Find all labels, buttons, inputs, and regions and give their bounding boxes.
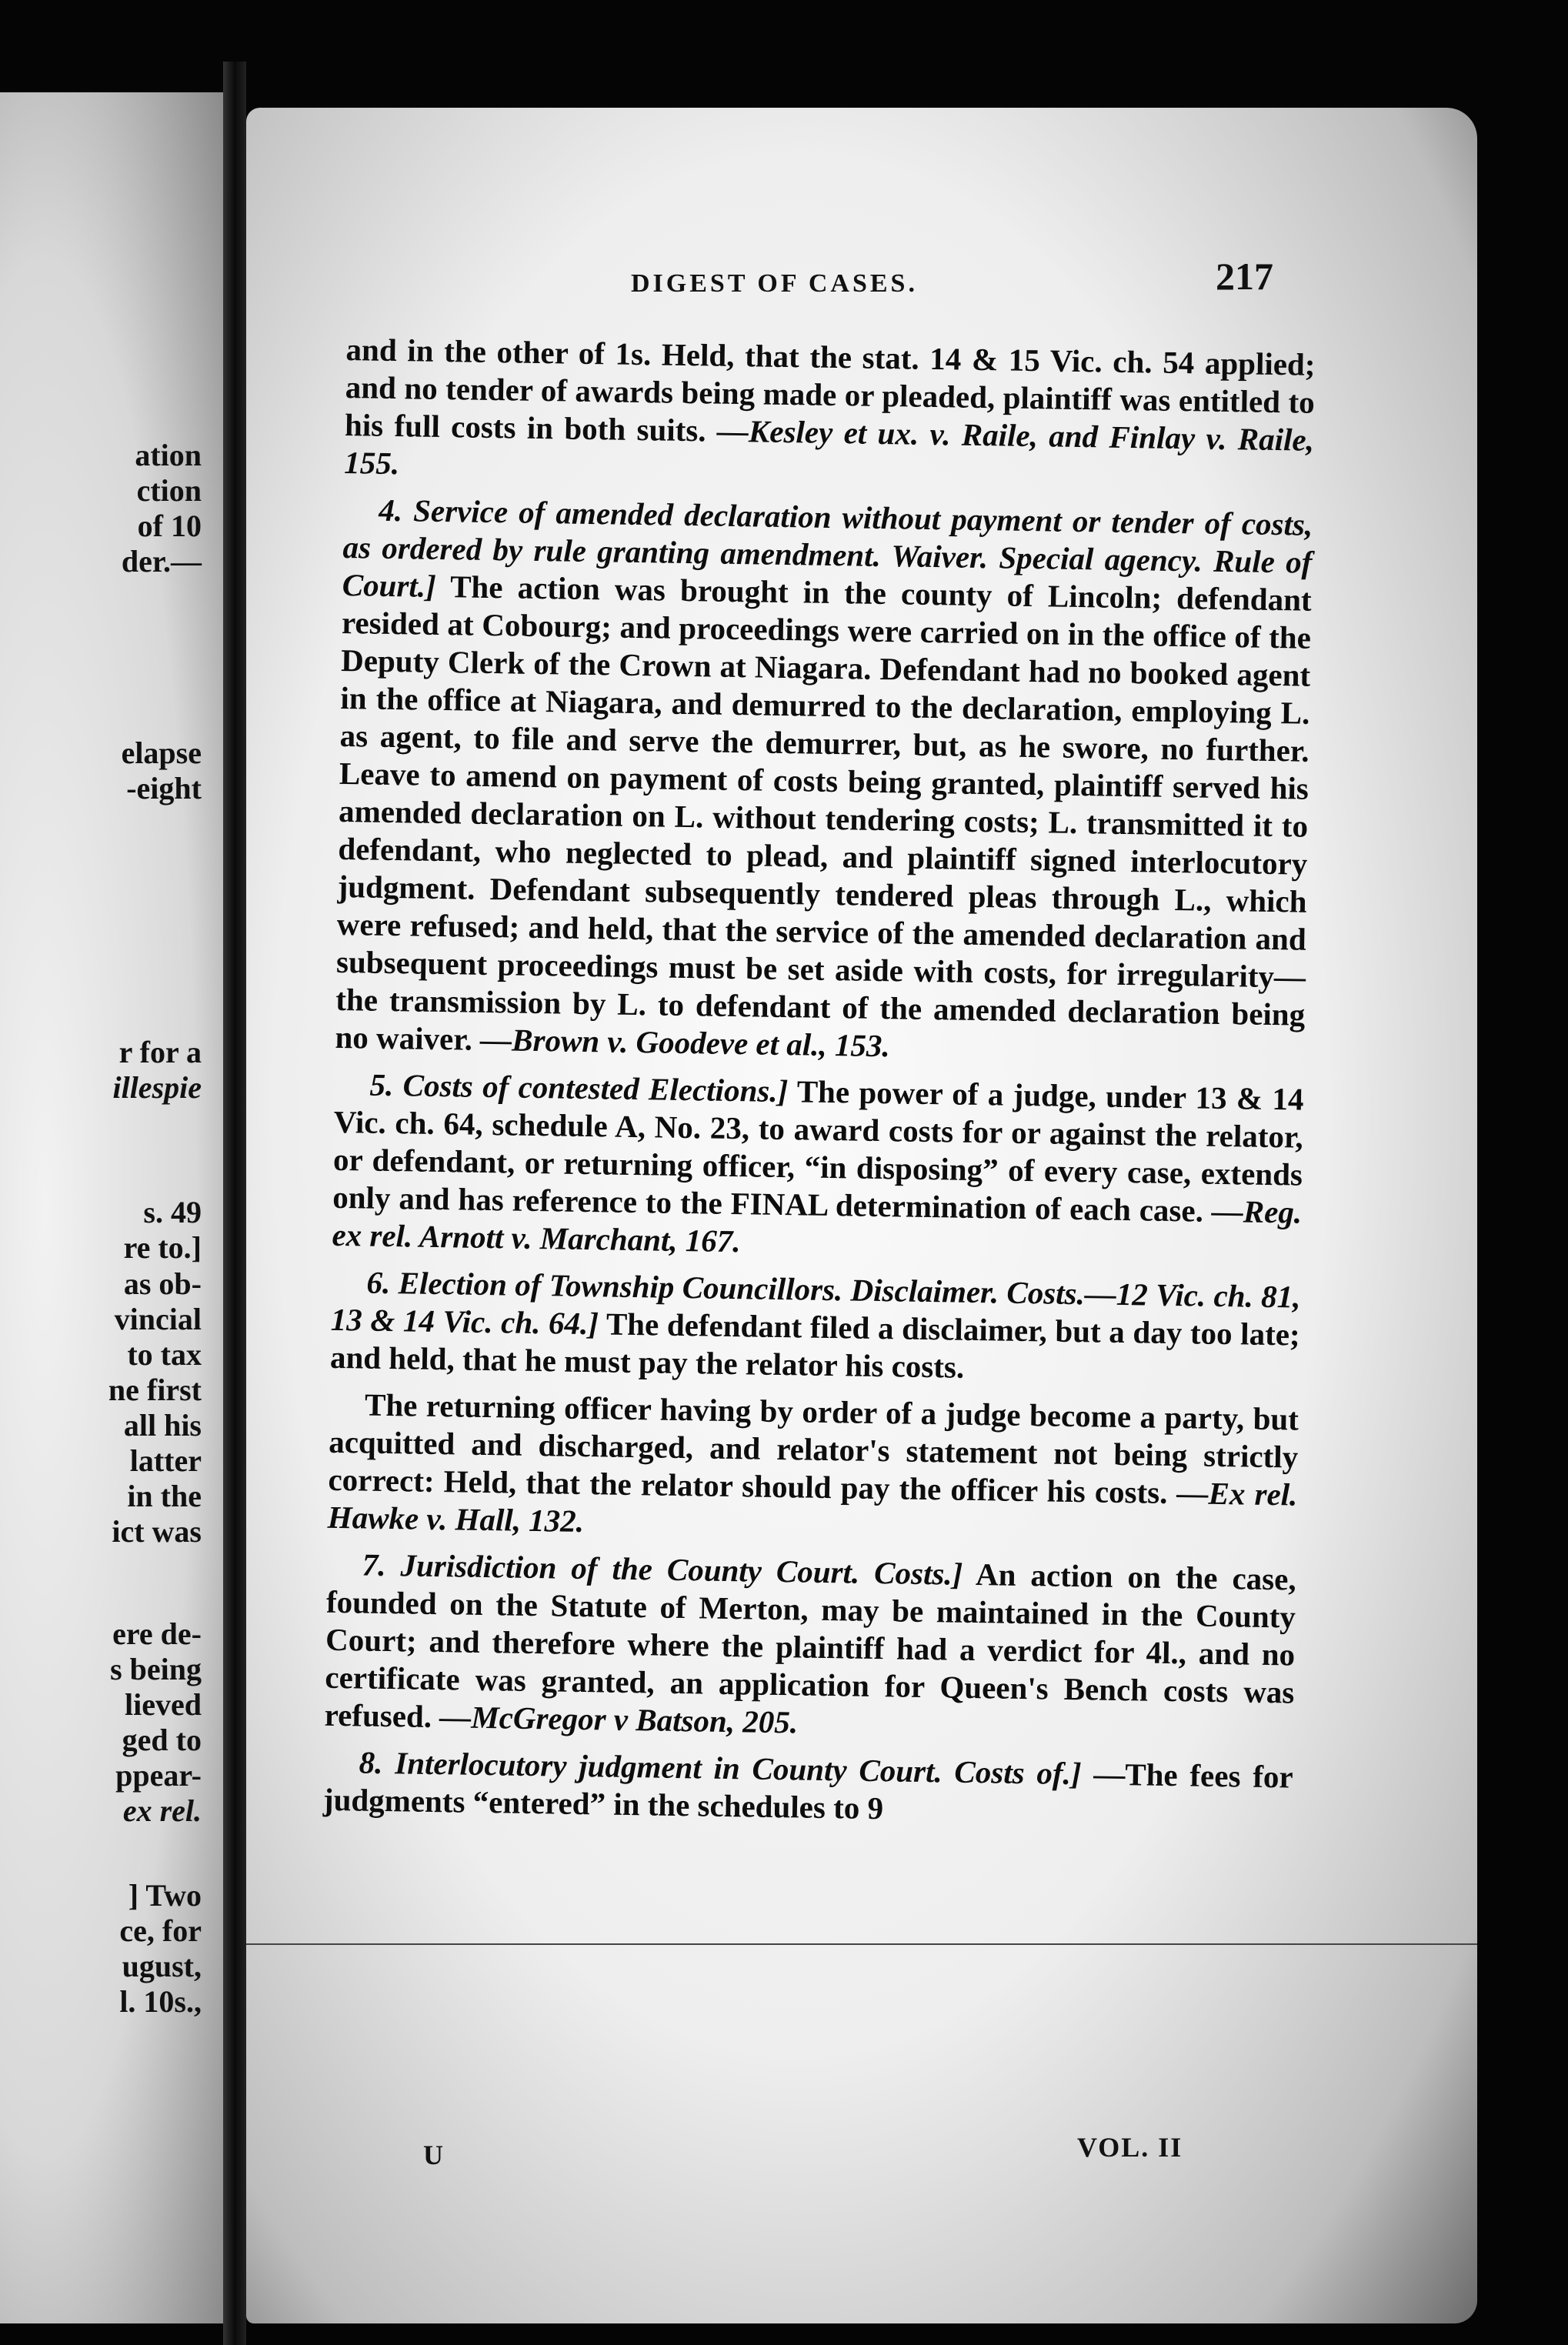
signature-mark: U [423,2140,443,2170]
left-page-line: to tax [127,1337,202,1372]
paragraph-heading: 6. Election of Township Councillors. Disclaimer. Costs.—12 Vic. ch. 81, 13 & 14 Vic. ch. 64.] [330,1264,1301,1342]
scan-rule-line [246,1943,1477,1945]
text-column [322,331,1315,1843]
left-page-line: ation [135,438,202,472]
paragraph-heading: 7. Jurisdiction of the County Court. Costs.] [362,1546,963,1592]
left-page-line: elapse [121,736,202,770]
paragraph-body: The power of a judge, under 13 & 14 Vic. ch. 64, schedule A, No. 23, to award costs for or against the relator, or defendant, or returning officer, “in disposing” of every case, extends only and has reference to the FINAL determination of each case. [332,1073,1304,1229]
case-citation: —McGregor v Batson, 205. [439,1699,799,1740]
paragraph-body: The defendant filed a disclaimer, but a day too late; and held, that he must pay the relator his costs. [329,1306,1301,1385]
case-citation: —Ex rel. Hawke v. Hall, 132. [327,1475,1298,1539]
digest-paragraph [324,1546,1296,1750]
left-page-line: r for a [118,1035,202,1069]
digest-paragraph [344,331,1316,497]
volume-mark: VOL. II [1077,2132,1183,2163]
left-page-line: ged to [122,1723,202,1757]
paragraph-body: and in the other of 1s. Held, that the stat. 14 & 15 Vic. ch. 54 applied; and no tender of awards being made or pleaded, plaintiff was entitled to his full costs in both suits. [344,331,1316,449]
paragraph-body: An action on the case, founded on the Statute of Merton, may be maintained in the County Court; and therefore where the plaintiff had a verdict for 4l., and no certificate was granted, an application for Queen's Bench costs was refused. [324,1556,1297,1734]
digest-paragraph [330,1263,1301,1392]
paragraph-heading: 8. Interlocutory judgment in County Court. Costs of.] [359,1744,1082,1792]
case-citation: —Brown v. Goodeve et al., 153. [479,1021,891,1064]
left-page-line: ction [136,473,202,508]
left-page-line: ere de- [112,1616,202,1651]
book-gutter [223,62,246,2345]
left-page-line: illespie [112,1070,202,1105]
left-page-line: s being [110,1652,202,1686]
left-page-line: -eight [126,771,202,806]
paragraph-heading: 5. Costs of contested Elections.] [369,1066,789,1109]
left-page-line: ne first [108,1373,202,1407]
left-page-line: vincial [114,1302,202,1336]
left-page-line: latter [129,1443,202,1478]
left-page-fragment [0,92,223,2323]
left-page-line: of 10 [137,509,202,543]
paragraph-body: The returning officer having by order of a judge become a party, but acquitted and discharged, and relator's statement not being strictly correct: Held, that the relator should pay the officer his costs. [328,1386,1299,1510]
digest-paragraph [327,1386,1299,1552]
running-head: DIGEST OF CASES. [631,269,918,298]
paragraph-body: —The fees for judgments “entered” in the schedules to 9 [322,1756,1294,1826]
page-number: 217 [1216,255,1273,298]
left-page-line: in the [127,1479,202,1513]
left-page-line: ex rel. [122,1793,202,1828]
left-page-line: ppear- [115,1758,202,1793]
left-page-line: ugust, [122,1949,202,1983]
left-page-line: all his [123,1408,202,1443]
main-page [246,108,1477,2323]
digest-paragraph [335,491,1313,1072]
digest-paragraph [323,1743,1293,1834]
paragraph-heading: 4. Service of amended declaration without payment or tender of costs, as ordered by rule granting amendment. Waiver. Special agency. Rule of Court.] [342,492,1313,604]
left-page-line: s. 49 [143,1195,202,1229]
left-page-line: lieved [125,1687,202,1722]
left-page-line: ce, for [119,1913,202,1948]
case-citation: —Reg. ex rel. Arnott v. Marchant, 167. [332,1193,1303,1259]
left-page-line: as ob- [123,1266,202,1301]
paragraph-body: The action was brought in the county of Lincoln; defendant resided at Cobourg; and proceedings were carried on in the office of the Deputy Clerk of the Crown at Niagara. Defendant had no booked agent in the office at Niagara, and demurred to the declaration, employing L. as agent, to file and serve the demurrer, but, as he swore, no further. Leave to amend on payment of costs being granted, plaintiff served his amended declaration on L. without tendering costs; L. transmitted it to defendant, who neglected to plead, and plaintiff signed interlocutory judgment. Defendant subsequently tendered pleas through L., which were refused; and held, that the service of the amended declaration and subsequent proceedings must be set aside with costs, for irregularity—the transmission by L. to defendant of the amended declaration being no waiver. [335,569,1313,1057]
digest-paragraph [332,1066,1304,1269]
left-page-line: ict was [112,1514,202,1549]
left-page-line: l. 10s., [119,1984,202,2019]
left-page-line: ] Two [128,1878,202,1913]
left-page-line: re to.] [123,1230,202,1265]
left-page-line: der.— [121,544,202,579]
case-citation: —Kesley et ux. v. Raile, and Finlay v. Raile, 155. [343,412,1315,482]
